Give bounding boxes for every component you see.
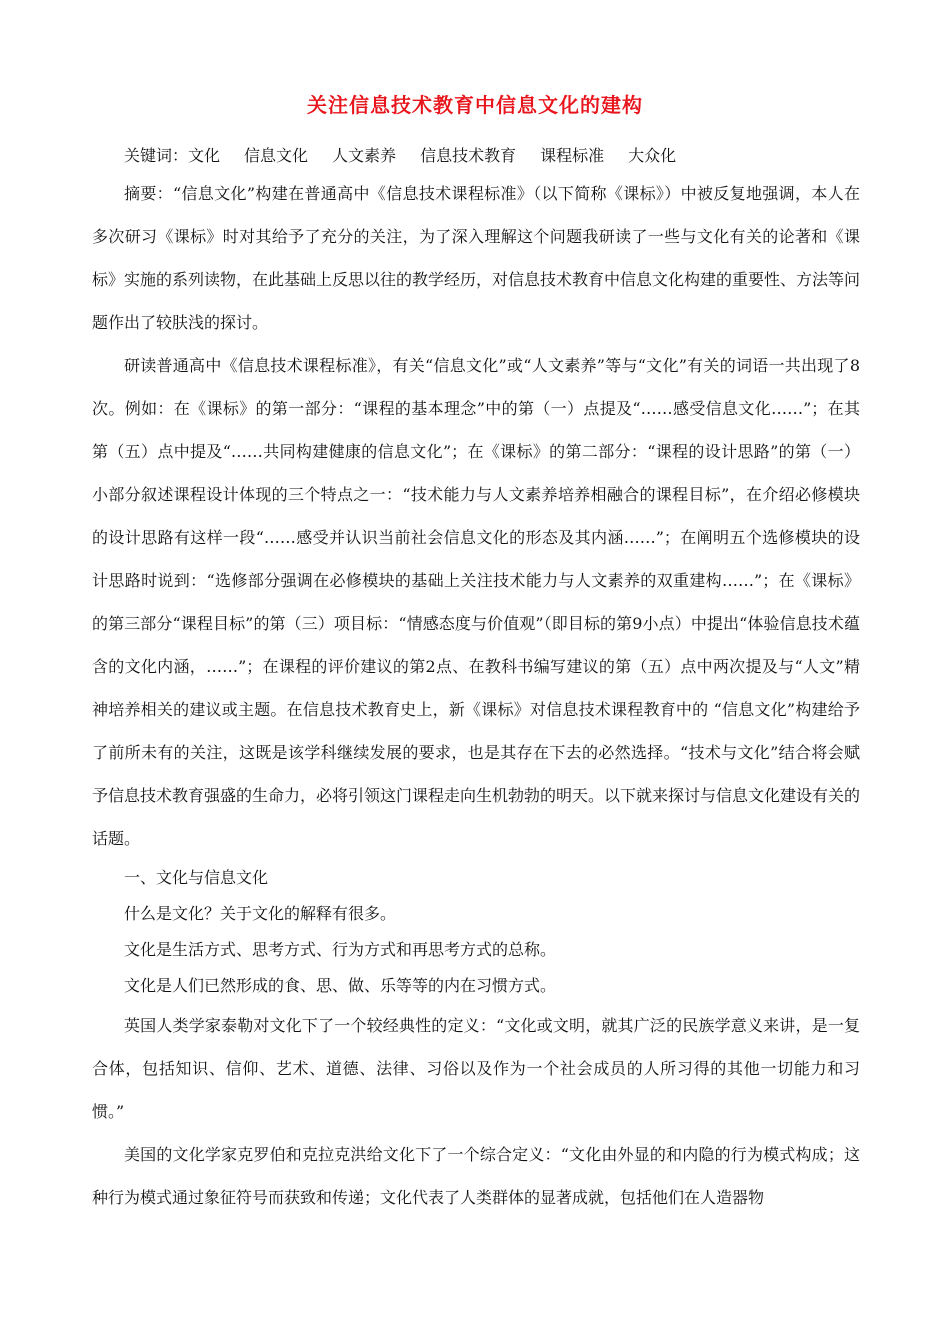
keyword: 信息文化 [244,146,309,165]
section-heading: 一、文化与信息文化 [124,868,269,887]
body-paragraph: 什么是文化？关于文化的解释有很多。 [124,904,397,923]
body-paragraph: 美国的文化学家克罗伯和克拉克洪给文化下了一个综合定义：“文化由外显的和内隐的行为模式构成；这种行为模式通过象征符号而获致和传递；文化代表了人类群体的显著成就，包括他们在人造器物 [92,1145,860,1207]
keyword: 文化 [188,146,221,165]
document-title: 关注信息技术教育中信息文化的建构 [307,93,643,117]
abstract-paragraph: 摘要：“信息文化”构建在普通高中《信息技术课程标准》（以下简称《课标》）中被反复地强调，本人在多次研习《课标》时对其给予了充分的关注，为了深入理解这个问题我研读了一些与文化有关的论著和《课标》实施的系列读物，在此基础上反思以往的教学经历，对信息技术教育中信息文化构建的重要性、方法等问题作出了较肤浅的探讨。 [92,184,861,332]
body-paragraph: 英国人类学家泰勒对文化下了一个较经典性的定义：“文化或文明，就其广泛的民族学意义来讲，是一复合体，包括知识、信仰、艺术、道德、法律、习俗以及作为一个社会成员的人所习得的其他一切能力和习惯。” [92,1016,860,1121]
keywords-line [92,140,860,172]
keyword: 课程标准 [540,146,605,165]
body-paragraph: 文化是生活方式、思考方式、行为方式和再思考方式的总称。 [124,940,557,959]
keyword: 大众化 [628,146,677,165]
keywords-label: 关键词： [124,146,189,165]
body-paragraph: 研读普通高中《信息技术课程标准》，有关“信息文化”或“人文素养”等与“文化”有关的词语一共出现了8次。例如：在《课标》的第一部分：“课程的基本理念”中的第（一）点提及“……感受信息文化……”；在其第（五）点中提及“……共同构建健康的信息文化”；在《课标》的第二部分：“课程的设计思路”的第（一）小部分叙述课程设计体现的三个特点之一：“技术能力与人文素养培养相融合的课程目标”，在介绍必修模块的设计思路有这样一段“……感受并认识当前社会信息文化的形态及其内涵……”；在阐明五个选修模块的设计思路时说到：“选修部分强调在必修模块的基础上关注技术能力与人文素养的双重建构……”；在《课标》的第三部分“课程目标”的第（三）项目标：“情感态度与价值观”（即目标的第9小点）中提出“体验信息技术蕴含的文化内涵，……”；在课程的评价建议的第2点、在教科书编写建议的第（五）点中两次提及与“人文”精神培养相关的建议或主题。在信息技术教育史上，新《课标》对信息技术课程教育中的 “信息文化”构建给予了前所未有的关注，这既是该学科继续发展的要求，也是其存在下去的必然选择。“技术与文化”结合将会赋予信息技术教育强盛的生命力，必将引领这门课程走向生机勃勃的明天。以下就来探讨与信息文化建设有关的话题。 [92,356,861,848]
keyword: 人文素养 [332,146,397,165]
keyword: 信息技术教育 [420,146,517,165]
body-paragraph: 文化是人们已然形成的食、思、做、乐等等的内在习惯方式。 [124,976,557,995]
document-body [92,140,860,1219]
